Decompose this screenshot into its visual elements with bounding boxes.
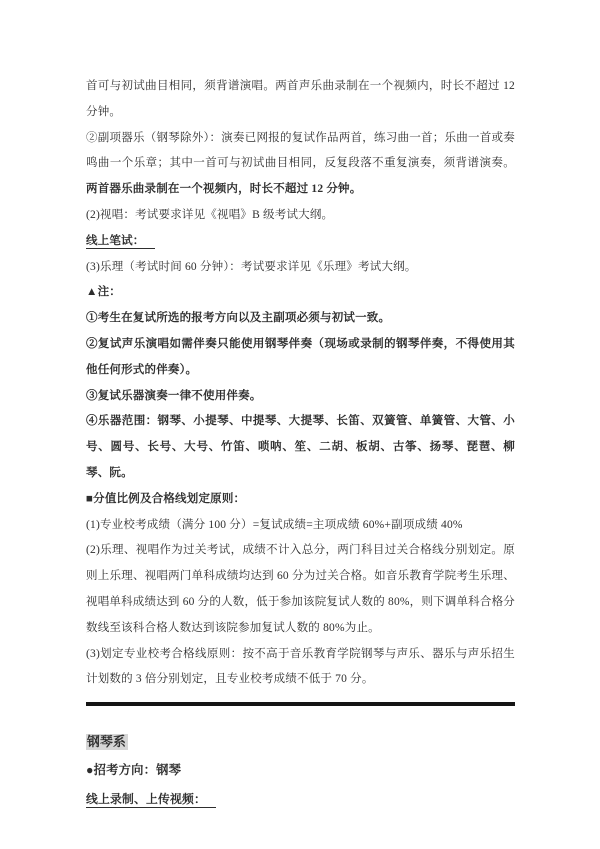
vocal-continuation-text: 首可与初试曲目相同，须背谱演唱。两首声乐曲录制在一个视频内，时长不超过 12 分钟。 bbox=[86, 80, 515, 118]
note-item-1-text: ①考生在复试所选的报考方向以及主副项必须与初试一致。 bbox=[86, 312, 391, 325]
scoring-item-2-text: (2)乐理、视唱作为过关考试，成绩不计入总分，两门科目过关合格线分别划定。原则上乐理、视唱两门单科成绩均达到 60 分为过关合格。如音乐教育学院考生乐理、视唱单科成绩达到 60 分的人数，低于参加该院复试人数的 80%，则下调单科合格分数线至该科合格人数达到该院参加复试人数的 80%为止。 bbox=[86, 544, 515, 634]
piano-department-section bbox=[86, 728, 515, 814]
secondary-instrument-recording-limit: 两首器乐曲录制在一个视频内，时长不超过 12 分钟。 bbox=[86, 183, 362, 196]
music-theory-item bbox=[86, 255, 515, 281]
department-heading: 钢琴系 bbox=[87, 734, 126, 749]
note-item-2 bbox=[86, 332, 515, 384]
section-divider bbox=[86, 702, 515, 706]
square-bullet-icon: ■ bbox=[86, 492, 94, 505]
triangle-icon: ▲ bbox=[86, 286, 98, 299]
notes-heading-line bbox=[86, 280, 515, 306]
online-written-exam-heading-line bbox=[86, 229, 515, 255]
admission-direction-heading: 招考方向：钢琴 bbox=[93, 763, 182, 778]
online-video-heading: 线上录制、上传视频： bbox=[86, 792, 216, 808]
note-item-2-text: ②复试声乐演唱如需伴奏只能使用钢琴伴奏（现场或录制的钢琴伴奏，不得使用其他任何形式的伴奏）。 bbox=[86, 337, 515, 376]
note-item-3-text: ③复试乐器演奏一律不使用伴奏。 bbox=[86, 389, 262, 402]
note-item-4 bbox=[86, 409, 515, 486]
sight-singing-text: (2)视唱：考试要求详见《视唱》B 级考试大纲。 bbox=[86, 208, 334, 221]
admission-direction-line bbox=[86, 756, 515, 785]
scoring-item-3-text: (3)划定专业校考合格线原则：按不高于音乐教育学院钢琴与声乐、器乐与声乐招生计划数的 3 倍分别划定，且专业校考成绩不低于 70 分。 bbox=[86, 647, 515, 686]
online-written-exam-heading: 线上笔试： bbox=[86, 235, 155, 249]
note-item-4-text: ④乐器范围：钢琴、小提琴、中提琴、大提琴、长笛、双簧管、单簧管、大管、小号、圆号、长号、大号、竹笛、唢呐、笙、二胡、板胡、古筝、扬琴、琵琶、柳琴、阮。 bbox=[86, 415, 515, 479]
secondary-instrument-paragraph bbox=[86, 126, 515, 203]
online-video-heading-line bbox=[86, 785, 515, 814]
notes-heading: 注： bbox=[97, 286, 121, 299]
department-heading-line bbox=[86, 728, 515, 757]
scoring-principles-heading-line bbox=[86, 487, 515, 513]
scoring-item-3 bbox=[86, 642, 515, 694]
scoring-principles-heading: 分值比例及合格线划定原则： bbox=[93, 492, 246, 505]
secondary-instrument-text: ②副项器乐（钢琴除外）：演奏已网报的复试作品两首，练习曲一首；乐曲一首或奏鸣曲一个乐章；其中一首可与初试曲目相同，反复段落不重复演奏，须背谱演奏。 bbox=[86, 131, 515, 170]
note-item-1 bbox=[86, 306, 515, 332]
note-item-3 bbox=[86, 384, 515, 410]
circle-bullet-icon: ● bbox=[86, 763, 94, 778]
music-theory-text: (3)乐理（考试时间 60 分钟）：考试要求详见《乐理》考试大纲。 bbox=[86, 260, 417, 273]
scoring-item-2 bbox=[86, 538, 515, 641]
sight-singing-item bbox=[86, 203, 515, 229]
scoring-item-1-text: (1)专业校考成绩（满分 100 分）=复试成绩=主项成绩 60%+副项成绩 40% bbox=[86, 518, 463, 531]
vocal-continuation-paragraph bbox=[86, 74, 515, 126]
scoring-item-1 bbox=[86, 513, 515, 539]
